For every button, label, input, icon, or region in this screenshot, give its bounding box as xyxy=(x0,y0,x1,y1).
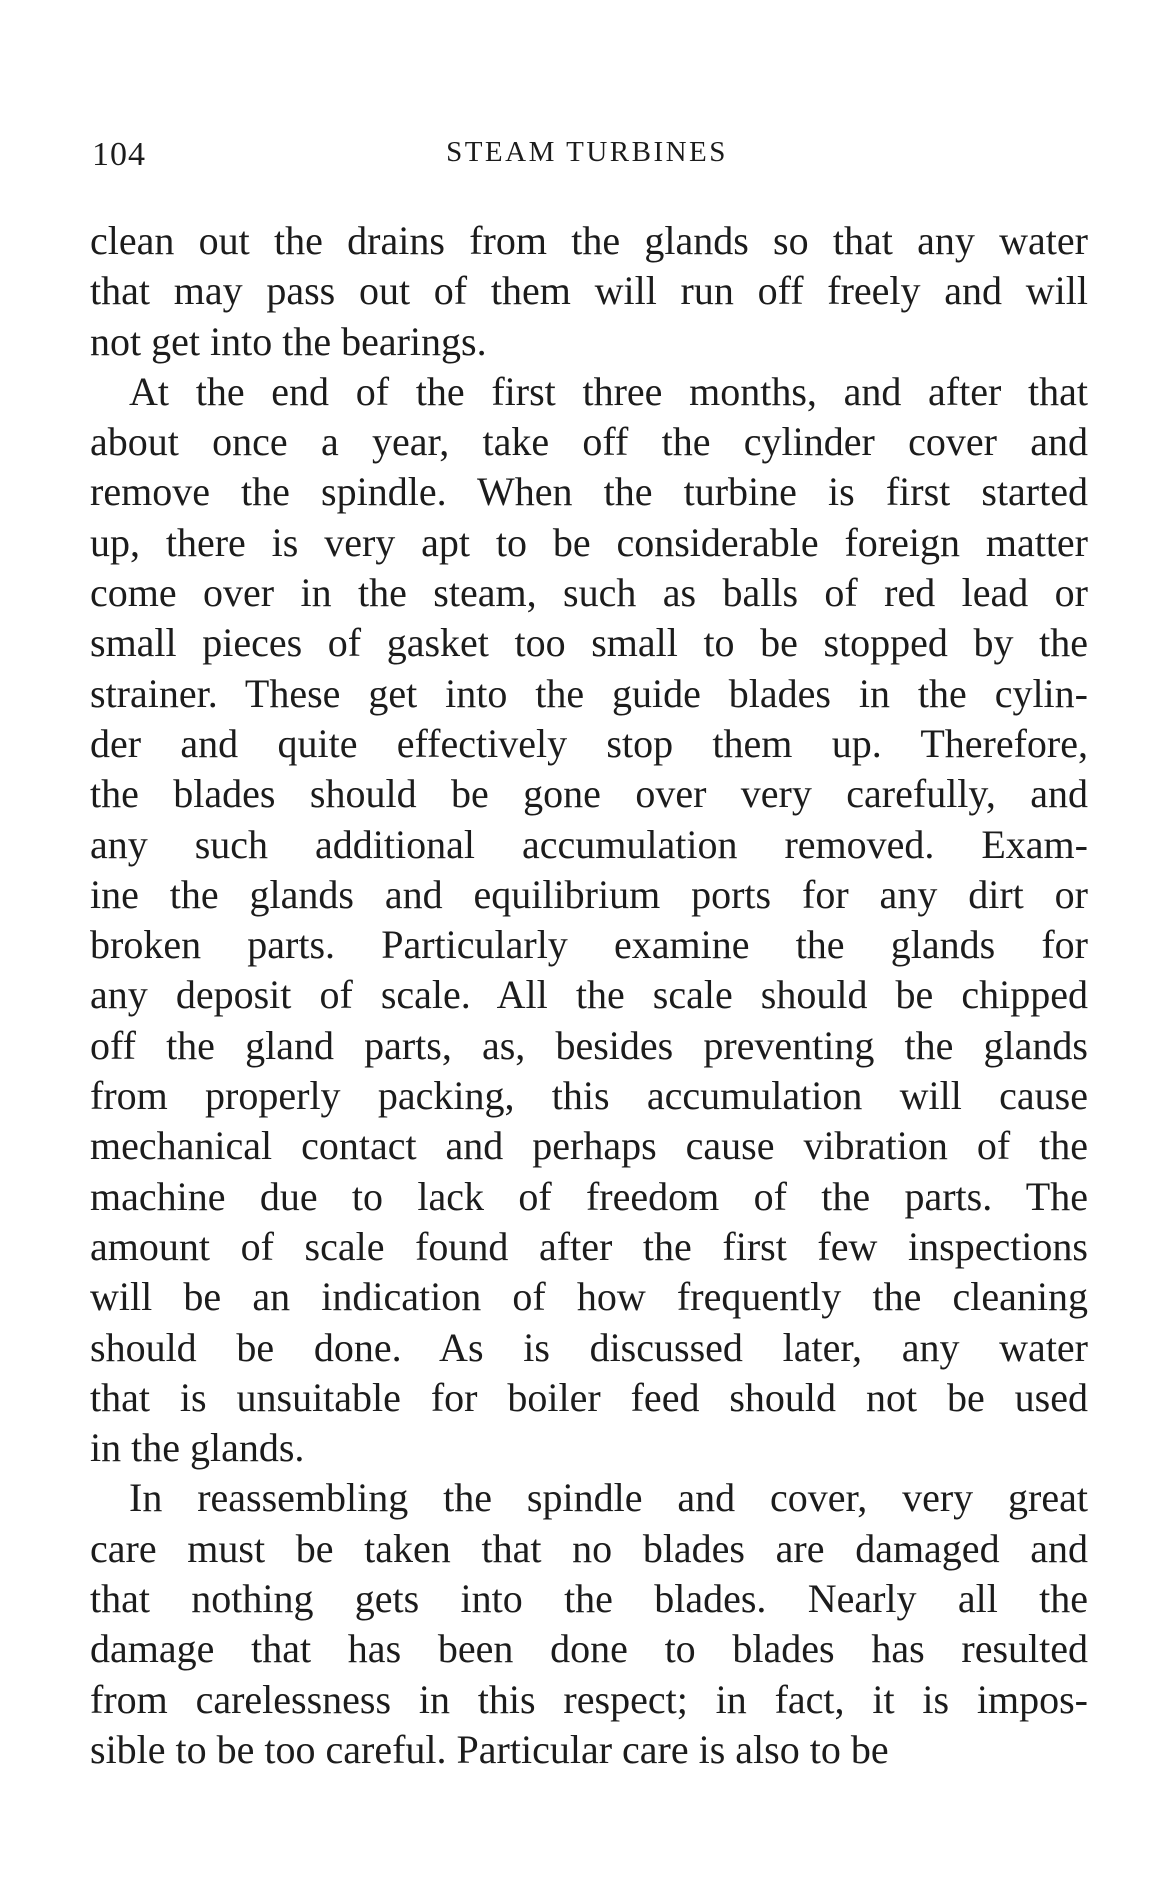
text-line: broken parts. Particularly examine the glands for xyxy=(90,922,1088,968)
text-line: in the glands. xyxy=(90,1425,305,1471)
text-line: der and quite effectively stop them up. Therefore, xyxy=(90,720,1088,766)
text-line: ine the glands and equilibrium ports for any dirt or xyxy=(90,871,1088,917)
text-line: remove the spindle. When the turbine is first started xyxy=(90,469,1088,515)
text-line: that may pass out of them will run off freely and will xyxy=(90,268,1088,314)
text-line: from properly packing, this accumulation will cause xyxy=(90,1073,1088,1119)
text-line: up, there is very apt to be considerable foreign matter xyxy=(90,519,1088,565)
text-line: clean out the drains from the glands so that any water xyxy=(90,218,1088,263)
text-line: any such additional accumulation removed. Exam- xyxy=(90,821,1088,867)
body-text xyxy=(90,216,1088,1775)
text-line: small pieces of gasket too small to be stopped by the xyxy=(90,620,1088,666)
text-line: strainer. These get into the guide blades in the cylin- xyxy=(90,670,1088,716)
text-line: damage that has been done to blades has resulted xyxy=(90,1626,1088,1672)
text-line: care must be taken that no blades are damaged and xyxy=(90,1525,1088,1571)
text-line: will be an indication of how frequently the cleaning xyxy=(90,1274,1088,1320)
text-line: the blades should be gone over very carefully, and xyxy=(90,771,1088,817)
running-head xyxy=(92,136,1082,180)
text-line: sible to be too careful. Particular care is also to be xyxy=(90,1726,889,1772)
text-line: amount of scale found after the first few inspections xyxy=(90,1223,1088,1269)
text-line: that nothing gets into the blades. Nearly all the xyxy=(90,1576,1088,1622)
page-number: 104 xyxy=(92,136,146,173)
text-line: that is unsuitable for boiler feed should not be used xyxy=(90,1374,1088,1420)
text-line: In reassembling the spindle and cover, very great xyxy=(129,1475,1088,1521)
paragraph-2 xyxy=(90,367,1088,1474)
text-line: come over in the steam, such as balls of red lead or xyxy=(90,570,1088,616)
text-line: should be done. As is discussed later, any water xyxy=(90,1324,1088,1370)
text-line: At the end of the first three months, and after that xyxy=(129,368,1088,414)
paragraph-3 xyxy=(90,1473,1088,1775)
text-line: machine due to lack of freedom of the parts. The xyxy=(90,1173,1088,1219)
paragraph-1 xyxy=(90,216,1088,367)
text-line: any deposit of scale. All the scale should be chipped xyxy=(90,972,1088,1018)
text-line: about once a year, take off the cylinder cover and xyxy=(90,419,1088,465)
running-title: STEAM TURBINES xyxy=(446,136,728,168)
text-line: not get into the bearings. xyxy=(90,318,487,364)
text-line: mechanical contact and perhaps cause vibration of the xyxy=(90,1123,1088,1169)
text-line: from carelessness in this respect; in fact, it is impos- xyxy=(90,1676,1088,1722)
text-line: off the gland parts, as, besides preventing the glands xyxy=(90,1022,1088,1068)
